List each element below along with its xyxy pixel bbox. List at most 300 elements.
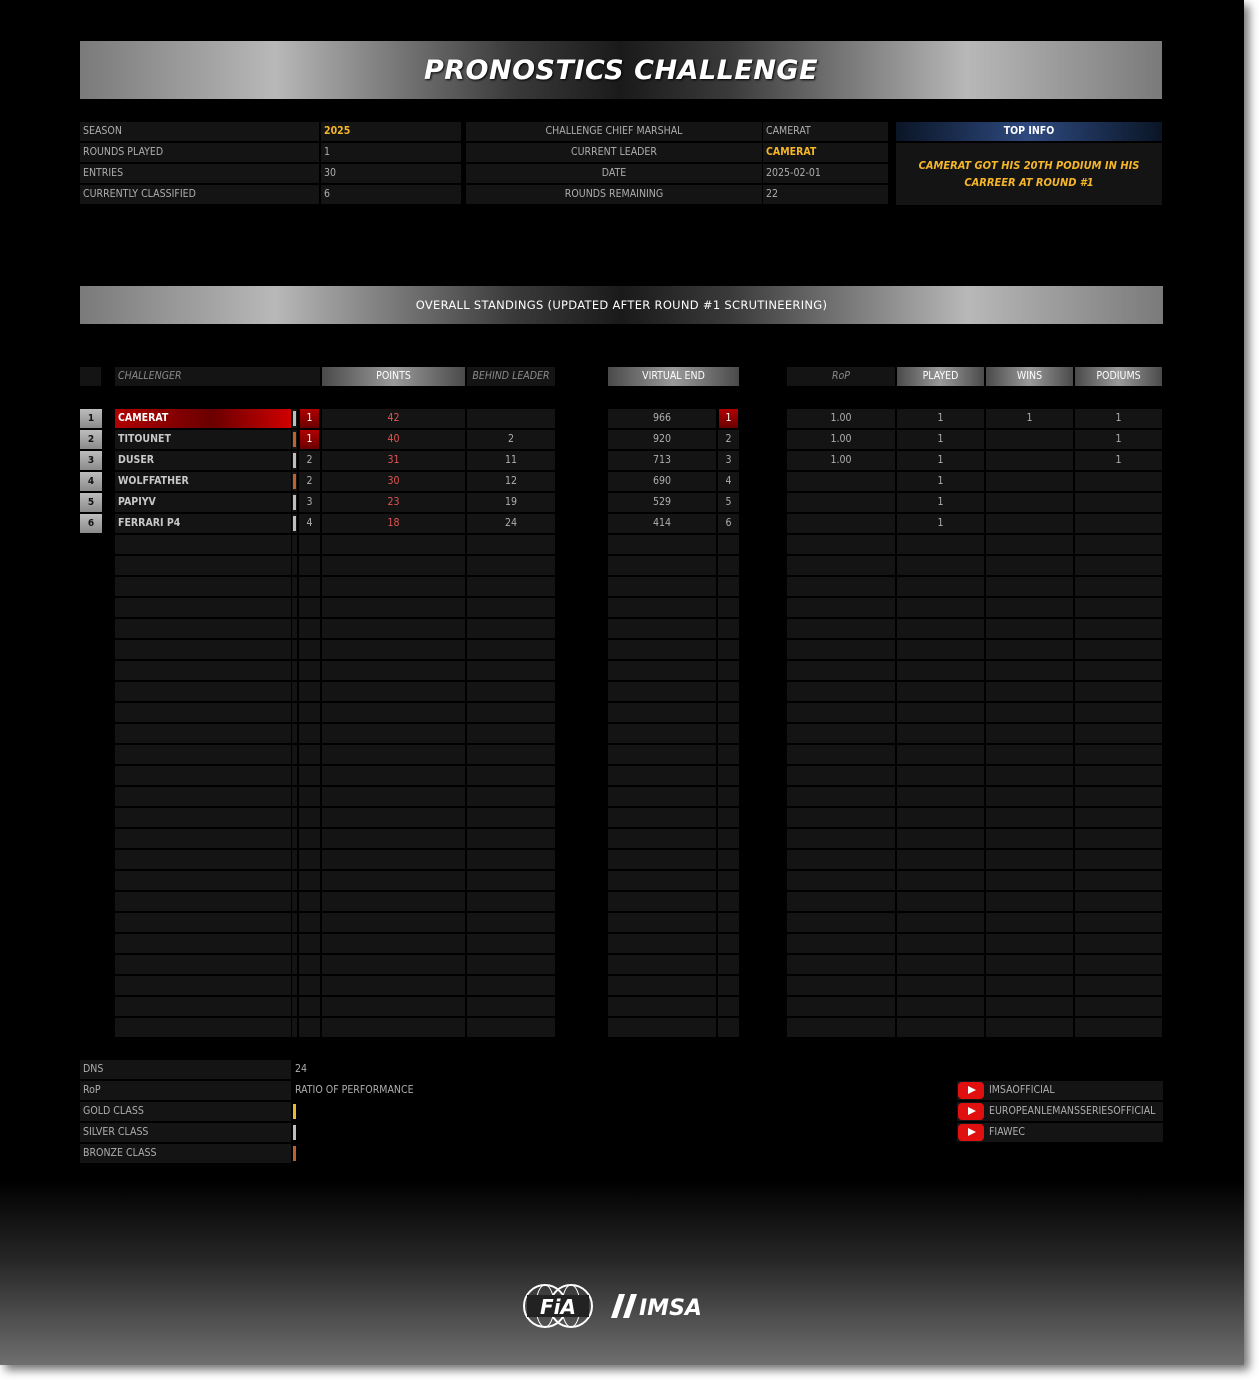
class-strip-cell	[292, 619, 297, 638]
behind-cell: 12	[467, 472, 555, 491]
wins-cell	[986, 724, 1073, 743]
round-pos-cell	[299, 871, 320, 890]
played-header: PLAYED	[897, 367, 984, 386]
points-value	[322, 997, 465, 1016]
virtual-rank-cell	[718, 934, 739, 953]
virtual-cell	[608, 766, 716, 785]
round-pos-cell	[299, 556, 320, 575]
virtual-cell	[608, 808, 716, 827]
wins-cell	[986, 472, 1073, 491]
virtual-rank-cell	[718, 640, 739, 659]
virtual-rank-cell	[718, 619, 739, 638]
virtual-rank-cell: 6	[718, 514, 739, 533]
rop-cell: 1.00	[787, 409, 895, 428]
podiums-cell	[1075, 934, 1162, 953]
rop-cell	[787, 598, 895, 617]
rounds-remaining-label: ROUNDS REMAINING	[466, 185, 762, 204]
rop-legend-value: RATIO OF PERFORMANCE	[295, 1084, 414, 1096]
virtual-cell	[608, 913, 716, 932]
podiums-cell	[1075, 514, 1162, 533]
played-cell	[897, 829, 984, 848]
round-pos-cell	[299, 598, 320, 617]
points-value: 40	[322, 430, 465, 449]
chief-marshal-value: CAMERAT	[763, 122, 888, 141]
behind-cell	[467, 934, 555, 953]
youtube-link-label: FIAWEC	[989, 1126, 1026, 1138]
played-cell	[897, 703, 984, 722]
rop-cell	[787, 871, 895, 890]
virtual-rank-cell	[718, 787, 739, 806]
virtual-rank-cell	[718, 598, 739, 617]
points-value	[322, 598, 465, 617]
behind-cell	[467, 913, 555, 932]
behind-cell	[467, 745, 555, 764]
rounds-played-value: 1	[321, 143, 461, 162]
rop-cell	[787, 997, 895, 1016]
round-pos-cell	[299, 997, 320, 1016]
podiums-cell	[1075, 892, 1162, 911]
page-title: PRONOSTICS CHALLENGE	[423, 54, 819, 86]
played-cell	[897, 619, 984, 638]
rop-cell	[787, 514, 895, 533]
challenger-name	[115, 703, 291, 722]
round-pos-cell	[299, 850, 320, 869]
rop-cell	[787, 787, 895, 806]
behind-cell	[467, 892, 555, 911]
current-leader-value: CAMERAT	[763, 143, 888, 162]
rop-cell: 1.00	[787, 451, 895, 470]
round-pos-cell	[299, 892, 320, 911]
podiums-cell	[1075, 472, 1162, 491]
virtual-rank-cell	[718, 682, 739, 701]
silver-class-label: SILVER CLASS	[80, 1123, 291, 1142]
virtual-rank-cell	[718, 808, 739, 827]
class-indicator	[293, 411, 296, 426]
virtual-cell: 920	[608, 430, 716, 449]
virtual-rank-cell: 1	[719, 409, 738, 428]
podiums-header: PODIUMS	[1075, 367, 1162, 386]
behind-cell: 11	[467, 451, 555, 470]
virtual-cell	[608, 682, 716, 701]
round-pos-cell: 2	[299, 472, 320, 491]
wins-cell	[986, 955, 1073, 974]
wins-cell	[986, 976, 1073, 995]
rank-badge: 5	[80, 493, 102, 512]
gold-class-swatch	[293, 1104, 296, 1119]
top-info-message: CAMERAT GOT HIS 20TH PODIUM IN HIS CARREER AT ROUND #1	[896, 143, 1162, 205]
podiums-cell	[1075, 871, 1162, 890]
podiums-cell	[1075, 619, 1162, 638]
standings-title: OVERALL STANDINGS (UPDATED AFTER ROUND #1 SCRUTINEERING)	[415, 298, 828, 312]
class-indicator	[293, 432, 296, 447]
round-pos-cell	[299, 766, 320, 785]
rop-cell	[787, 766, 895, 785]
round-pos-cell	[299, 808, 320, 827]
wins-cell	[986, 766, 1073, 785]
wins-cell	[986, 598, 1073, 617]
played-cell	[897, 892, 984, 911]
virtual-cell	[608, 745, 716, 764]
podiums-cell	[1075, 1018, 1162, 1037]
imsa-logo	[603, 1290, 728, 1322]
virtual-cell	[608, 997, 716, 1016]
class-strip-cell	[292, 724, 297, 743]
podiums-cell	[1075, 598, 1162, 617]
top-info-header: TOP INFO	[896, 122, 1162, 141]
rop-cell	[787, 808, 895, 827]
challenger-name[interactable]: PAPIYV	[115, 493, 291, 512]
challenger-name	[115, 745, 291, 764]
points-value	[322, 703, 465, 722]
challenger-name	[115, 934, 291, 953]
challenger-name	[115, 892, 291, 911]
virtual-rank-cell	[718, 745, 739, 764]
rop-legend-label: RoP	[80, 1081, 291, 1100]
youtube-link-fiawec[interactable]	[957, 1123, 1163, 1142]
challenger-name	[115, 661, 291, 680]
class-indicator	[293, 495, 296, 510]
points-value: 31	[322, 451, 465, 470]
challenger-name	[115, 766, 291, 785]
podiums-cell: 1	[1075, 430, 1162, 449]
behind-cell	[467, 640, 555, 659]
season-value: 2025	[321, 122, 461, 141]
challenger-name	[115, 787, 291, 806]
class-strip-cell	[292, 850, 297, 869]
podiums-cell	[1075, 745, 1162, 764]
class-strip-cell	[292, 808, 297, 827]
youtube-link-imsa[interactable]	[957, 1081, 1163, 1100]
played-cell	[897, 955, 984, 974]
played-cell	[897, 640, 984, 659]
wins-cell	[986, 430, 1073, 449]
wins-cell	[986, 913, 1073, 932]
behind-cell	[467, 556, 555, 575]
class-strip-cell	[292, 934, 297, 953]
behind-cell	[467, 976, 555, 995]
challenger-name	[115, 682, 291, 701]
points-value	[322, 766, 465, 785]
behind-cell	[467, 829, 555, 848]
played-cell	[897, 535, 984, 554]
podiums-cell	[1075, 493, 1162, 512]
challenger-name	[115, 535, 291, 554]
round-pos-cell	[299, 682, 320, 701]
podiums-cell	[1075, 556, 1162, 575]
challenger-name[interactable]: WOLFFATHER	[115, 472, 291, 491]
virtual-rank-cell	[718, 535, 739, 554]
rop-cell	[787, 640, 895, 659]
youtube-link-elms[interactable]	[957, 1102, 1163, 1121]
podiums-cell	[1075, 703, 1162, 722]
played-cell	[897, 934, 984, 953]
virtual-rank-cell	[718, 577, 739, 596]
points-value: 30	[322, 472, 465, 491]
behind-cell: 19	[467, 493, 555, 512]
virtual-cell	[608, 976, 716, 995]
class-strip-cell	[292, 829, 297, 848]
points-value	[322, 577, 465, 596]
class-strip-cell	[292, 640, 297, 659]
played-cell	[897, 976, 984, 995]
rop-cell	[787, 493, 895, 512]
rop-cell	[787, 619, 895, 638]
behind-leader-header: BEHIND LEADER	[467, 367, 555, 386]
bronze-class-label: BRONZE CLASS	[80, 1144, 291, 1163]
challenger-name[interactable]: FERRARI P4	[115, 514, 291, 533]
class-strip-cell	[292, 682, 297, 701]
round-pos-cell	[299, 955, 320, 974]
dns-value: 24	[295, 1063, 308, 1075]
virtual-cell	[608, 787, 716, 806]
virtual-cell	[608, 535, 716, 554]
virtual-end-header: VIRTUAL END	[608, 367, 739, 386]
played-cell: 1	[897, 514, 984, 533]
round-pos-cell	[299, 619, 320, 638]
wins-header: WINS	[986, 367, 1073, 386]
points-value	[322, 913, 465, 932]
challenger-name	[115, 808, 291, 827]
points-value	[322, 892, 465, 911]
played-cell	[897, 724, 984, 743]
behind-cell	[467, 955, 555, 974]
podiums-cell	[1075, 955, 1162, 974]
challenger-header: CHALLENGER	[115, 367, 320, 386]
class-strip-cell	[292, 661, 297, 680]
behind-cell	[467, 997, 555, 1016]
virtual-rank-cell	[718, 955, 739, 974]
behind-cell	[467, 871, 555, 890]
virtual-rank-cell	[718, 976, 739, 995]
virtual-rank-cell: 4	[718, 472, 739, 491]
challenger-name[interactable]: TITOUNET	[115, 430, 291, 449]
youtube-icon	[958, 1103, 984, 1120]
rounds-remaining-value: 22	[763, 185, 888, 204]
virtual-cell: 713	[608, 451, 716, 470]
rank-badge: 3	[80, 451, 102, 470]
entries-value: 30	[321, 164, 461, 183]
virtual-rank-cell	[718, 556, 739, 575]
wins-cell	[986, 514, 1073, 533]
points-value	[322, 661, 465, 680]
virtual-cell: 529	[608, 493, 716, 512]
behind-cell	[467, 682, 555, 701]
virtual-cell	[608, 871, 716, 890]
points-value	[322, 1018, 465, 1037]
wins-cell	[986, 1018, 1073, 1037]
played-cell	[897, 682, 984, 701]
date-label: DATE	[466, 164, 762, 183]
round-pos-cell	[299, 577, 320, 596]
played-cell	[897, 1018, 984, 1037]
challenger-name[interactable]: DUSER	[115, 451, 291, 470]
virtual-cell	[608, 1018, 716, 1037]
played-cell	[897, 850, 984, 869]
virtual-rank-cell	[718, 871, 739, 890]
played-cell: 1	[897, 472, 984, 491]
virtual-rank-cell: 3	[718, 451, 739, 470]
class-strip-cell	[292, 787, 297, 806]
wins-cell	[986, 703, 1073, 722]
season-label: SEASON	[80, 122, 319, 141]
challenger-name	[115, 997, 291, 1016]
podiums-cell	[1075, 682, 1162, 701]
rop-cell	[787, 703, 895, 722]
virtual-rank-cell	[718, 892, 739, 911]
podiums-cell	[1075, 997, 1162, 1016]
virtual-cell	[608, 829, 716, 848]
youtube-icon	[958, 1124, 984, 1141]
wins-cell	[986, 934, 1073, 953]
round-pos-cell	[299, 1018, 320, 1037]
behind-cell	[467, 598, 555, 617]
challenger-name	[115, 1018, 291, 1037]
wins-cell	[986, 619, 1073, 638]
behind-cell	[467, 703, 555, 722]
virtual-rank-cell	[718, 913, 739, 932]
played-cell: 1	[897, 493, 984, 512]
podiums-cell	[1075, 577, 1162, 596]
classified-label: CURRENTLY CLASSIFIED	[80, 185, 319, 204]
podiums-cell	[1075, 766, 1162, 785]
rop-cell	[787, 913, 895, 932]
challenger-name	[115, 913, 291, 932]
wins-cell	[986, 745, 1073, 764]
current-leader-label: CURRENT LEADER	[466, 143, 762, 162]
rounds-played-label: ROUNDS PLAYED	[80, 143, 319, 162]
challenger-name	[115, 850, 291, 869]
virtual-cell	[608, 934, 716, 953]
class-strip-cell	[292, 535, 297, 554]
virtual-rank-cell	[718, 661, 739, 680]
round-pos-cell	[299, 703, 320, 722]
wins-cell	[986, 661, 1073, 680]
challenger-name	[115, 955, 291, 974]
wins-cell	[986, 787, 1073, 806]
podiums-cell	[1075, 829, 1162, 848]
challenger-name[interactable]: CAMERAT	[115, 409, 291, 428]
silver-class-swatch	[293, 1125, 296, 1140]
played-cell	[897, 766, 984, 785]
challenger-name	[115, 871, 291, 890]
rop-cell	[787, 955, 895, 974]
wins-cell	[986, 997, 1073, 1016]
round-pos-cell	[299, 913, 320, 932]
virtual-rank-cell	[718, 1018, 739, 1037]
played-cell	[897, 745, 984, 764]
behind-cell	[467, 661, 555, 680]
virtual-cell	[608, 619, 716, 638]
virtual-cell	[608, 955, 716, 974]
virtual-rank-cell	[718, 829, 739, 848]
wins-cell	[986, 577, 1073, 596]
round-pos-cell: 3	[299, 493, 320, 512]
virtual-cell: 414	[608, 514, 716, 533]
classified-value: 6	[321, 185, 461, 204]
points-value	[322, 955, 465, 974]
virtual-cell	[608, 703, 716, 722]
rop-cell	[787, 934, 895, 953]
virtual-rank-cell: 2	[718, 430, 739, 449]
played-cell	[897, 808, 984, 827]
class-strip-cell	[292, 577, 297, 596]
challenger-name	[115, 577, 291, 596]
rop-cell	[787, 892, 895, 911]
wins-cell	[986, 451, 1073, 470]
played-cell: 1	[897, 409, 984, 428]
round-pos-cell: 4	[299, 514, 320, 533]
round-pos-cell	[299, 535, 320, 554]
rop-cell	[787, 724, 895, 743]
podiums-cell	[1075, 724, 1162, 743]
played-cell	[897, 556, 984, 575]
challenger-name	[115, 556, 291, 575]
round-pos-cell	[299, 934, 320, 953]
rop-cell	[787, 850, 895, 869]
rop-cell	[787, 976, 895, 995]
points-value	[322, 556, 465, 575]
virtual-cell	[608, 598, 716, 617]
rop-cell: 1.00	[787, 430, 895, 449]
youtube-link-label: EUROPEANLEMANSSERIESOFFICIAL	[989, 1105, 1156, 1117]
class-strip-cell	[292, 892, 297, 911]
podiums-cell	[1075, 787, 1162, 806]
round-pos-cell	[299, 829, 320, 848]
class-strip-cell	[292, 871, 297, 890]
round-pos-cell: 2	[299, 451, 320, 470]
played-cell	[897, 913, 984, 932]
rank-badge: 6	[80, 514, 102, 533]
podiums-cell	[1075, 661, 1162, 680]
rop-cell	[787, 682, 895, 701]
wins-cell	[986, 892, 1073, 911]
points-value	[322, 682, 465, 701]
wins-cell: 1	[986, 409, 1073, 428]
played-cell	[897, 577, 984, 596]
podiums-cell	[1075, 808, 1162, 827]
class-strip-cell	[292, 955, 297, 974]
points-value	[322, 829, 465, 848]
podiums-cell: 1	[1075, 409, 1162, 428]
fia-logo	[523, 1281, 593, 1331]
played-cell	[897, 997, 984, 1016]
bronze-class-swatch	[293, 1146, 296, 1161]
played-cell: 1	[897, 451, 984, 470]
rop-header: RoP	[787, 367, 895, 386]
wins-cell	[986, 493, 1073, 512]
played-cell	[897, 661, 984, 680]
points-value	[322, 787, 465, 806]
class-strip-cell	[292, 556, 297, 575]
behind-cell	[467, 535, 555, 554]
behind-cell	[467, 808, 555, 827]
points-value	[322, 745, 465, 764]
behind-cell: 2	[467, 430, 555, 449]
points-value	[322, 850, 465, 869]
points-value	[322, 724, 465, 743]
points-value	[322, 535, 465, 554]
chief-marshal-label: CHALLENGE CHIEF MARSHAL	[466, 122, 762, 141]
wins-cell	[986, 640, 1073, 659]
virtual-cell: 690	[608, 472, 716, 491]
wins-cell	[986, 556, 1073, 575]
rop-cell	[787, 829, 895, 848]
virtual-cell	[608, 556, 716, 575]
played-cell	[897, 787, 984, 806]
wins-cell	[986, 535, 1073, 554]
round-pos-cell: 1	[300, 430, 319, 449]
podiums-cell	[1075, 850, 1162, 869]
